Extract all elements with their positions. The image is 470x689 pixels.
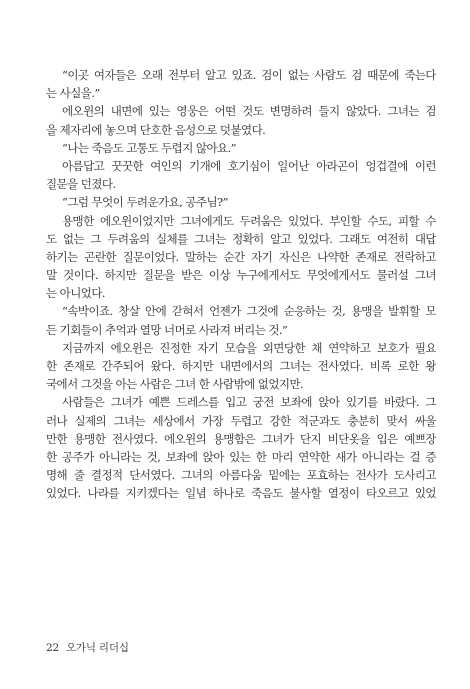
text-line: 만한 용맹한 전사였다. 에오윈의 용맹함은 그녀가 단지 비단옷을 입은 예쁘장 — [46, 431, 436, 446]
page-footer — [46, 640, 129, 655]
text-line: 러나 실제의 그녀는 세상에서 가장 두렵고 강한 적군과도 충분히 맞서 싸울 — [46, 413, 436, 428]
text-line: 을 제자리에 놓으며 단호한 음성으로 덧붙였다. — [46, 122, 266, 137]
text-line: 지금까지 에오윈은 진정한 자기 모습을 외면당한 채 연약하고 보호가 필요 — [62, 340, 436, 355]
text-line: 용맹한 에오윈이었지만 그녀에게도 두려움은 있었다. 부인할 수도, 피할 수 — [62, 213, 436, 228]
text-line: 도 없는 그 두려움의 실체를 그녀는 정확히 알고 있었다. 그래도 여전히 대답 — [46, 231, 436, 246]
page-number: 22 — [46, 642, 59, 654]
text-line: 든 기회들이 추억과 열망 너머로 사라져 버리는 것.” — [46, 322, 288, 337]
text-line: 아름답고 꿋꿋한 여인의 기개에 호기심이 일어난 아라곤이 엉겁결에 이런 — [62, 158, 436, 173]
running-title: 오가닉 리더십 — [65, 642, 129, 654]
text-line: 에오윈의 내면에 있는 영웅은 어떤 것도 변명하려 들지 않았다. 그녀는 검 — [62, 104, 436, 119]
text-line: 한 존재로 간주되어 왔다. 하지만 내면에서의 그녀는 전사였다. 비록 로한 왕 — [46, 359, 436, 373]
text-line: 사람들은 그녀가 예쁜 드레스를 입고 궁전 보좌에 앉아 있기를 바랐다. 그 — [62, 395, 436, 410]
text-line: 는 아니었다. — [46, 286, 106, 301]
text-line: 질문을 던졌다. — [46, 177, 116, 192]
page-body — [46, 66, 436, 503]
text-line: “그럼 무엇이 두려운가요, 공주님?” — [62, 195, 228, 210]
text-line: “나는 죽음도 고통도 두렵지 않아요.” — [62, 140, 237, 155]
text-line: 있었다. 나라를 지키겠다는 일념 하나로 죽음도 불사할 열정이 타오르고 있었 — [46, 486, 436, 501]
text-line: “속박이죠. 창살 안에 갇혀서 언젠가 그것에 순응하는 것, 용맹을 발휘할 모 — [62, 304, 436, 319]
text-line: 명해 줄 결정적 단서였다. 그녀의 아름다움 밑에는 포효하는 전사가 도사리고 — [46, 468, 436, 483]
text-line: 한 공주가 아니라는 것, 보좌에 앉아 있는 한 마리 연약한 새가 아니라는 걸 증 — [46, 449, 436, 464]
text-line: 는 사실을.” — [46, 86, 100, 101]
text-line: 국에서 그것을 아는 사람은 그녀 한 사람밖에 없었지만. — [46, 377, 304, 392]
text-line: 하기는 곤란한 질문이었다. 말하는 순간 자기 자신은 나약한 존재로 전락하고 — [46, 249, 436, 264]
text-line: 말 것이다. 하지만 질문을 받은 이상 누구에게서도 무엇에게서도 물러설 그녀 — [46, 268, 436, 283]
text-line: “이곳 여자들은 오래 전부터 알고 있죠. 검이 없는 사람도 검 때문에 죽는다 — [62, 68, 436, 82]
